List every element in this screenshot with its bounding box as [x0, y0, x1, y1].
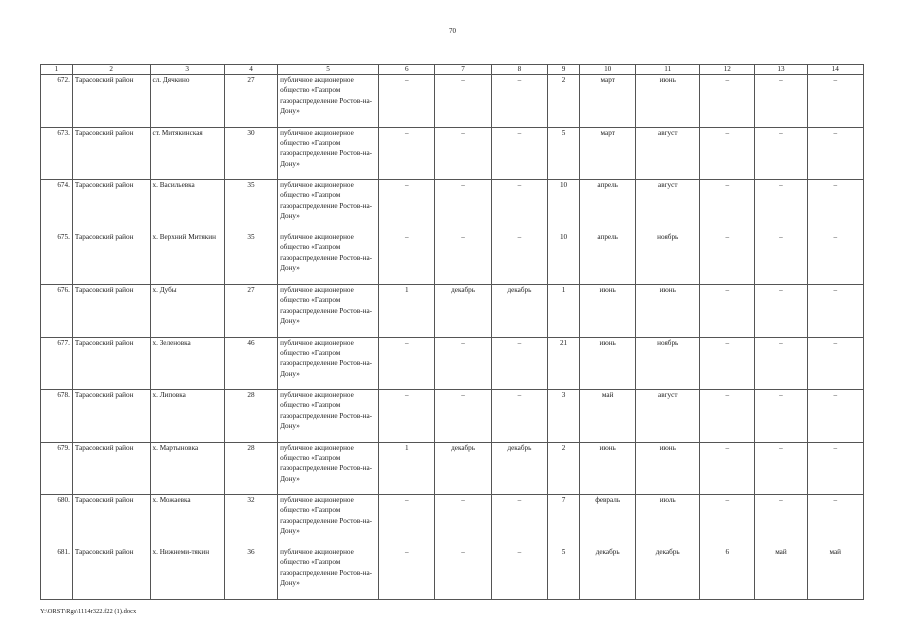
cell-organization: публичное акционерное общество «Газпром газораспределение Ростов-на-Дону» — [278, 75, 379, 128]
cell-value-12: – — [700, 442, 755, 495]
cell-row-number: 678. — [41, 390, 73, 443]
cell-value-4: 27 — [224, 75, 277, 128]
cell-month-7: – — [435, 547, 491, 600]
cell-row-number: 675. — [41, 232, 73, 285]
cell-district: Тарасовский район — [72, 495, 150, 548]
cell-month-11: август — [636, 127, 700, 180]
cell-organization: публичное акционерное общество «Газпром газораспределение Ростов-на-Дону» — [278, 547, 379, 600]
cell-month-7: – — [435, 390, 491, 443]
cell-month-7: – — [435, 75, 491, 128]
cell-row-number: 680. — [41, 495, 73, 548]
table-row — [41, 180, 864, 233]
cell-month-10: декабрь — [580, 547, 636, 600]
table-row — [41, 390, 864, 443]
cell-value-9: 10 — [548, 180, 580, 233]
cell-value-9: 1 — [548, 285, 580, 338]
cell-district: Тарасовский район — [72, 442, 150, 495]
cell-month-11: июнь — [636, 285, 700, 338]
cell-district: Тарасовский район — [72, 547, 150, 600]
cell-month-13: – — [755, 495, 807, 548]
cell-organization: публичное акционерное общество «Газпром газораспределение Ростов-на-Дону» — [278, 442, 379, 495]
cell-month-14: – — [807, 285, 863, 338]
cell-month-11: июнь — [636, 75, 700, 128]
cell-value-4: 27 — [224, 285, 277, 338]
cell-value-9: 3 — [548, 390, 580, 443]
column-header: 4 — [224, 65, 277, 75]
cell-organization: публичное акционерное общество «Газпром газораспределение Ростов-на-Дону» — [278, 232, 379, 285]
cell-value-6: 1 — [379, 442, 435, 495]
cell-value-12: – — [700, 127, 755, 180]
cell-organization: публичное акционерное общество «Газпром газораспределение Ростов-на-Дону» — [278, 390, 379, 443]
cell-value-12: – — [700, 337, 755, 390]
cell-value-6: 1 — [379, 285, 435, 338]
cell-month-8: – — [491, 337, 547, 390]
cell-month-7: – — [435, 495, 491, 548]
cell-month-14: – — [807, 390, 863, 443]
cell-month-7: – — [435, 232, 491, 285]
cell-settlement: х. Можаевка — [150, 495, 224, 548]
cell-value-12: 6 — [700, 547, 755, 600]
cell-row-number: 672. — [41, 75, 73, 128]
cell-month-7: – — [435, 337, 491, 390]
cell-value-6: – — [379, 337, 435, 390]
table-row — [41, 232, 864, 285]
cell-settlement: х. Нижнеми-тякин — [150, 547, 224, 600]
cell-month-7: декабрь — [435, 285, 491, 338]
cell-organization: публичное акционерное общество «Газпром газораспределение Ростов-на-Дону» — [278, 180, 379, 233]
cell-month-13: – — [755, 390, 807, 443]
cell-settlement: х. Верхний Митякин — [150, 232, 224, 285]
cell-month-11: ноябрь — [636, 337, 700, 390]
cell-organization: публичное акционерное общество «Газпром газораспределение Ростов-на-Дону» — [278, 337, 379, 390]
cell-value-6: – — [379, 180, 435, 233]
cell-month-10: апрель — [580, 232, 636, 285]
column-header: 13 — [755, 65, 807, 75]
cell-month-13: – — [755, 442, 807, 495]
cell-value-4: 32 — [224, 495, 277, 548]
table-row — [41, 337, 864, 390]
cell-month-11: июнь — [636, 442, 700, 495]
cell-value-9: 2 — [548, 442, 580, 495]
cell-month-13: – — [755, 337, 807, 390]
cell-month-13: – — [755, 127, 807, 180]
cell-value-9: 5 — [548, 127, 580, 180]
cell-month-13: – — [755, 285, 807, 338]
cell-month-8: – — [491, 547, 547, 600]
cell-month-14: май — [807, 547, 863, 600]
gasification-table — [40, 64, 864, 600]
column-header: 8 — [491, 65, 547, 75]
cell-value-12: – — [700, 285, 755, 338]
cell-row-number: 674. — [41, 180, 73, 233]
cell-value-6: – — [379, 495, 435, 548]
cell-month-14: – — [807, 127, 863, 180]
cell-value-4: 28 — [224, 442, 277, 495]
cell-month-10: февраль — [580, 495, 636, 548]
cell-month-7: – — [435, 127, 491, 180]
column-header: 2 — [72, 65, 150, 75]
cell-district: Тарасовский район — [72, 232, 150, 285]
table-row — [41, 547, 864, 600]
cell-settlement: х. Васильевка — [150, 180, 224, 233]
cell-value-9: 10 — [548, 232, 580, 285]
column-header: 5 — [278, 65, 379, 75]
footer-file-path: Y:\ORST\Rgs\1114r322.f22 (1).docx — [40, 608, 137, 615]
column-header: 3 — [150, 65, 224, 75]
cell-settlement: ст. Митякинская — [150, 127, 224, 180]
cell-month-11: август — [636, 180, 700, 233]
cell-month-8: – — [491, 180, 547, 233]
cell-month-10: июнь — [580, 285, 636, 338]
cell-month-10: март — [580, 127, 636, 180]
cell-month-14: – — [807, 232, 863, 285]
cell-value-12: – — [700, 495, 755, 548]
table-row — [41, 285, 864, 338]
cell-month-14: – — [807, 495, 863, 548]
table-row — [41, 442, 864, 495]
column-number-row — [41, 65, 864, 75]
column-header: 14 — [807, 65, 863, 75]
cell-settlement: х. Липовка — [150, 390, 224, 443]
cell-month-11: август — [636, 390, 700, 443]
cell-value-6: – — [379, 127, 435, 180]
cell-value-6: – — [379, 390, 435, 443]
cell-month-8: – — [491, 127, 547, 180]
cell-value-4: 30 — [224, 127, 277, 180]
cell-settlement: х. Зеленовка — [150, 337, 224, 390]
cell-value-12: – — [700, 180, 755, 233]
cell-month-11: декабрь — [636, 547, 700, 600]
cell-district: Тарасовский район — [72, 180, 150, 233]
cell-row-number: 676. — [41, 285, 73, 338]
table-row — [41, 495, 864, 548]
cell-month-8: – — [491, 390, 547, 443]
cell-value-4: 35 — [224, 232, 277, 285]
cell-settlement: х. Мартыновка — [150, 442, 224, 495]
cell-month-8: декабрь — [491, 442, 547, 495]
cell-row-number: 677. — [41, 337, 73, 390]
cell-organization: публичное акционерное общество «Газпром газораспределение Ростов-на-Дону» — [278, 285, 379, 338]
page-number: 70 — [449, 27, 456, 35]
cell-month-10: март — [580, 75, 636, 128]
cell-month-10: июнь — [580, 337, 636, 390]
cell-organization: публичное акционерное общество «Газпром газораспределение Ростов-на-Дону» — [278, 127, 379, 180]
cell-organization: публичное акционерное общество «Газпром газораспределение Ростов-на-Дону» — [278, 495, 379, 548]
cell-value-4: 36 — [224, 547, 277, 600]
cell-month-11: ноябрь — [636, 232, 700, 285]
cell-month-10: июнь — [580, 442, 636, 495]
cell-month-13: – — [755, 180, 807, 233]
cell-row-number: 679. — [41, 442, 73, 495]
cell-month-14: – — [807, 442, 863, 495]
cell-district: Тарасовский район — [72, 390, 150, 443]
cell-value-4: 28 — [224, 390, 277, 443]
column-header: 11 — [636, 65, 700, 75]
cell-value-4: 46 — [224, 337, 277, 390]
cell-district: Тарасовский район — [72, 127, 150, 180]
cell-value-12: – — [700, 75, 755, 128]
column-header: 12 — [700, 65, 755, 75]
cell-month-10: май — [580, 390, 636, 443]
cell-settlement: сл. Дячкино — [150, 75, 224, 128]
table-row — [41, 75, 864, 128]
cell-value-9: 5 — [548, 547, 580, 600]
column-header: 9 — [548, 65, 580, 75]
cell-value-9: 2 — [548, 75, 580, 128]
column-header: 6 — [379, 65, 435, 75]
cell-value-12: – — [700, 390, 755, 443]
cell-value-6: – — [379, 75, 435, 128]
cell-month-7: – — [435, 180, 491, 233]
cell-month-8: – — [491, 495, 547, 548]
cell-settlement: х. Дубы — [150, 285, 224, 338]
cell-month-14: – — [807, 180, 863, 233]
cell-month-13: – — [755, 232, 807, 285]
cell-month-7: декабрь — [435, 442, 491, 495]
cell-month-10: апрель — [580, 180, 636, 233]
table-row — [41, 127, 864, 180]
cell-month-14: – — [807, 75, 863, 128]
cell-value-4: 35 — [224, 180, 277, 233]
cell-value-9: 7 — [548, 495, 580, 548]
cell-month-8: – — [491, 232, 547, 285]
cell-month-13: май — [755, 547, 807, 600]
column-header: 1 — [41, 65, 73, 75]
cell-district: Тарасовский район — [72, 75, 150, 128]
cell-value-9: 21 — [548, 337, 580, 390]
cell-value-6: – — [379, 232, 435, 285]
column-header: 7 — [435, 65, 491, 75]
cell-value-12: – — [700, 232, 755, 285]
cell-district: Тарасовский район — [72, 337, 150, 390]
column-header: 10 — [580, 65, 636, 75]
cell-month-8: декабрь — [491, 285, 547, 338]
cell-month-13: – — [755, 75, 807, 128]
cell-month-8: – — [491, 75, 547, 128]
cell-district: Тарасовский район — [72, 285, 150, 338]
cell-row-number: 673. — [41, 127, 73, 180]
cell-value-6: – — [379, 547, 435, 600]
cell-month-14: – — [807, 337, 863, 390]
cell-month-11: июль — [636, 495, 700, 548]
cell-row-number: 681. — [41, 547, 73, 600]
